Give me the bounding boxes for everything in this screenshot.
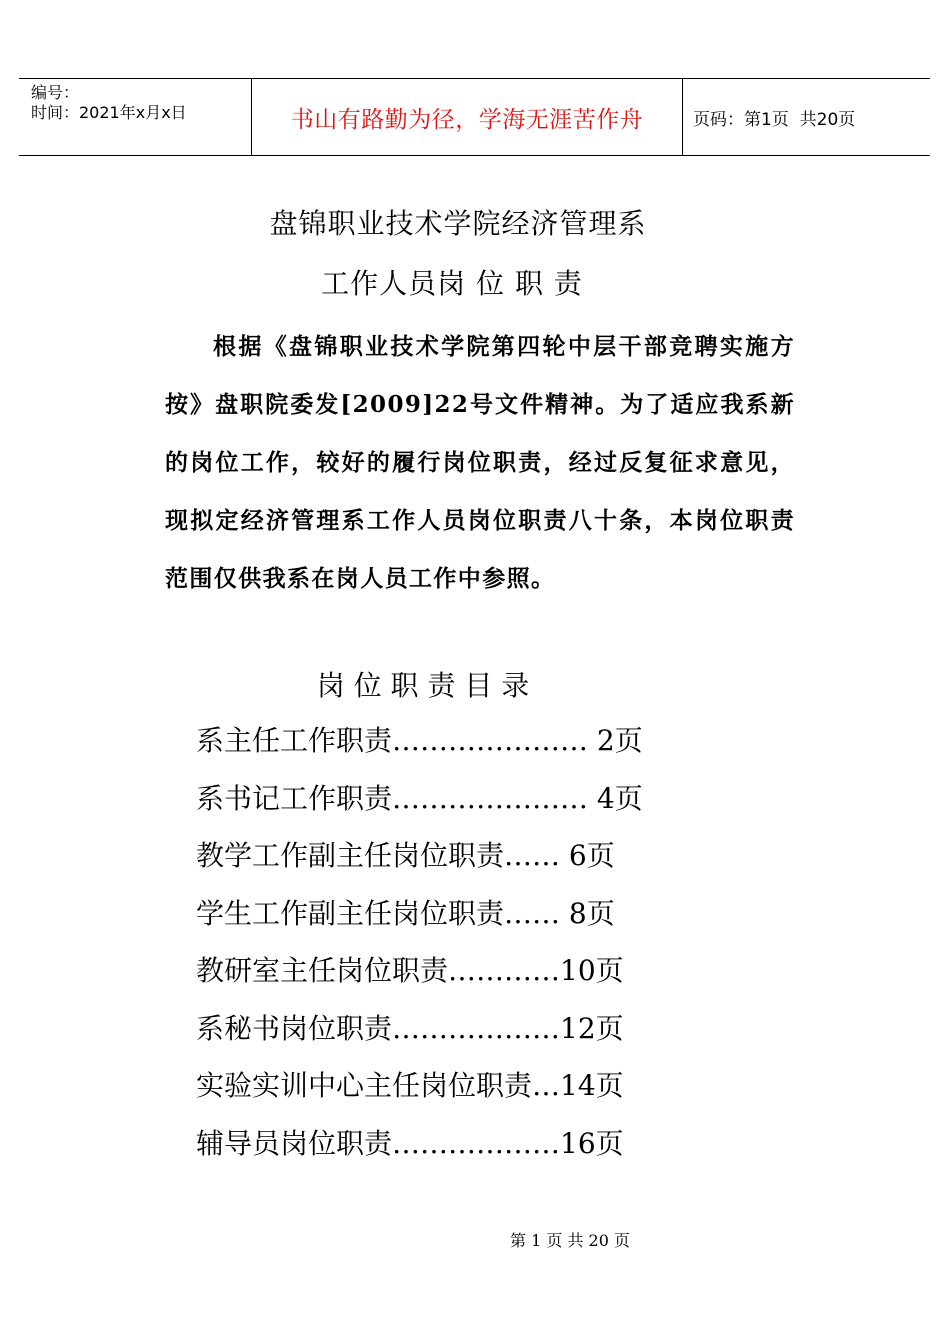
toc-item: 教学工作副主任岗位职责…… 6页	[196, 839, 615, 872]
intro-paragraph: 根据《盘锦职业技术学院第四轮中层干部竞聘实施方按》盘职院委发[2009]22号文件精神。为了适应我系新的岗位工作，较好的履行岗位职责，经过反复征求意见，现拟定经济管理系工作人员岗位职责八十条，本岗位职责范围仅供我系在岗人员工作中参照。	[165, 333, 795, 592]
table-of-contents	[196, 716, 656, 1176]
toc-item: 系主任工作职责………………… 2页	[196, 724, 643, 757]
page-header	[19, 78, 930, 156]
document-title: 盘锦职业技术学院经济管理系	[269, 207, 647, 240]
header-divider	[682, 79, 683, 155]
page-footer: 第 1 页 共 20 页	[510, 1231, 630, 1250]
header-page-info: 页码：第1页 共20页	[693, 109, 856, 130]
header-meta	[31, 83, 187, 123]
toc-item: 系秘书岗位职责………………12页	[196, 1011, 624, 1045]
header-divider	[251, 79, 252, 155]
document-subtitle: 工作人员岗 位 职 责	[321, 267, 583, 300]
toc-item: 系书记工作职责………………… 4页	[196, 781, 643, 815]
document-number-label: 编号：	[31, 83, 80, 102]
toc-item: 教研室主任岗位职责…………10页	[196, 954, 624, 987]
toc-title: 岗 位 职 责 目 录	[316, 669, 530, 702]
header-motto: 书山有路勤为径，学海无涯苦作舟	[290, 106, 644, 133]
document-time-label: 时间：2021年x月x日	[31, 103, 187, 122]
toc-item: 学生工作副主任岗位职责…… 8页	[196, 896, 615, 930]
toc-item: 实验实训中心主任岗位职责…14页	[196, 1069, 624, 1102]
toc-item: 辅导员岗位职责………………16页	[196, 1126, 624, 1160]
